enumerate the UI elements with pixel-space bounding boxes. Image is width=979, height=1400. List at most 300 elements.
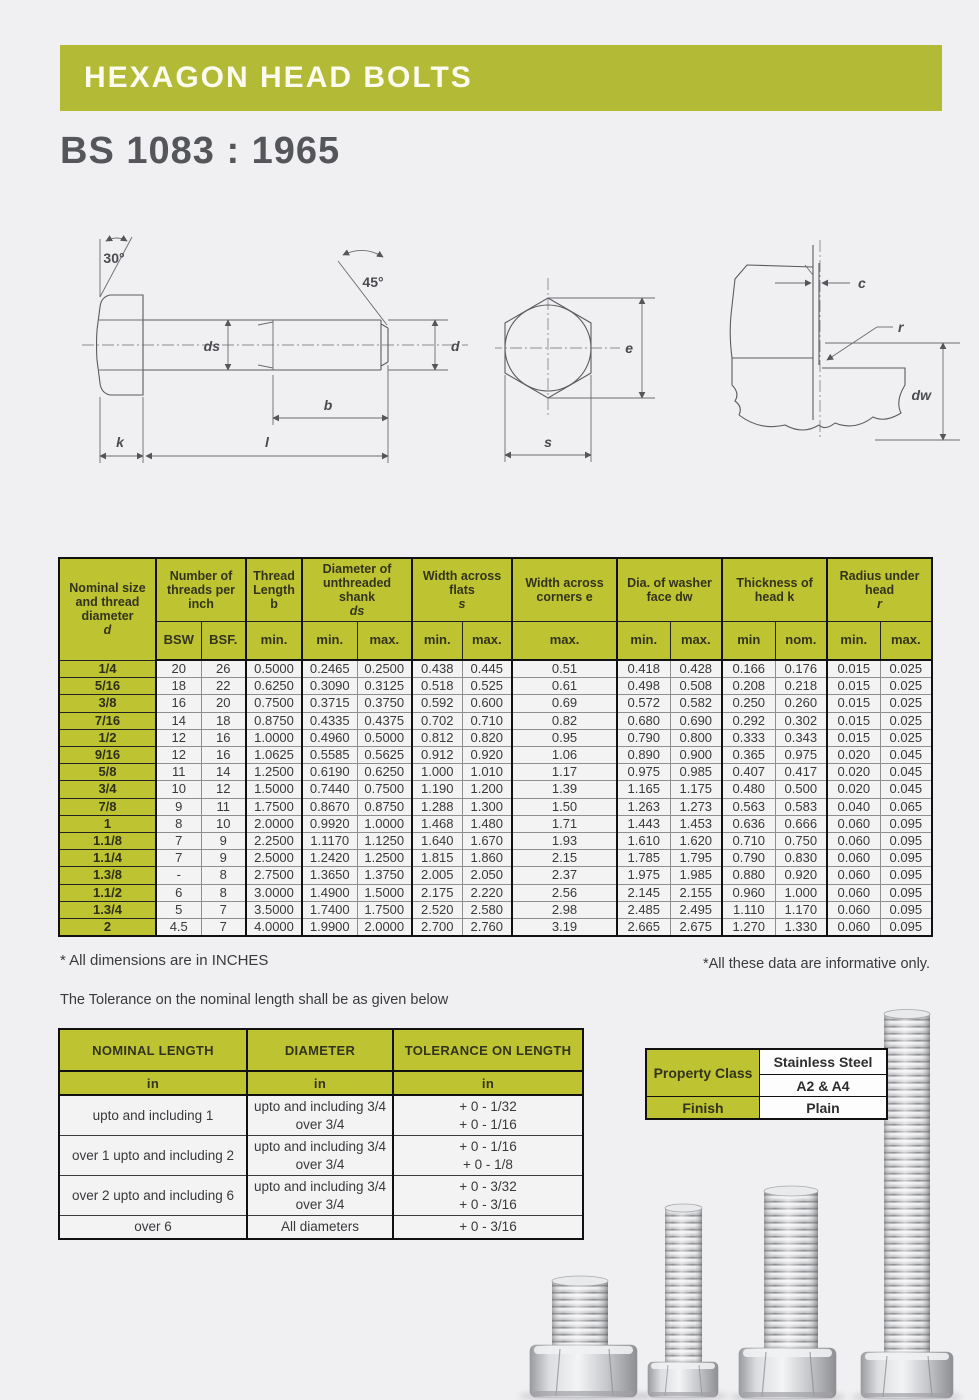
spec-value-cell: 0.025 — [880, 660, 932, 678]
tolerance-value-cell: + 0 - 3/16 — [393, 1216, 583, 1239]
spec-value-cell: 0.790 — [722, 850, 775, 867]
tolerance-row — [59, 1095, 583, 1136]
spec-value-cell: 8 — [201, 884, 246, 901]
spec-value-cell: 0.020 — [827, 781, 880, 798]
nominal-size-cell: 1.3/4 — [59, 901, 156, 918]
spec-value-cell: 2.675 — [670, 919, 722, 937]
spec-value-cell: 0.8750 — [246, 712, 302, 729]
spec-value-cell: 0.218 — [775, 678, 827, 695]
spec-value-cell: 8 — [156, 815, 201, 832]
spec-value-cell: 0.065 — [880, 798, 932, 815]
hex-head-drawing — [495, 270, 690, 475]
spec-value-cell: 12 — [201, 781, 246, 798]
spec-value-cell: 0.600 — [462, 695, 512, 712]
spec-value-cell: 0.095 — [880, 901, 932, 918]
spec-value-cell: 0.060 — [827, 867, 880, 884]
spec-value-cell: 2.005 — [412, 867, 462, 884]
tolerance-diameter-cell: upto and including 3/4 over 3/4 — [247, 1136, 393, 1176]
spec-row — [59, 747, 932, 764]
spec-row — [59, 660, 932, 678]
spec-value-cell: 0.69 — [512, 695, 617, 712]
tolerance-length-cell: upto and including 1 — [59, 1095, 247, 1136]
spec-row — [59, 764, 932, 781]
spec-value-cell: 0.6250 — [357, 764, 412, 781]
dim-label-30deg: 30° — [103, 250, 125, 266]
spec-value-cell: 0.260 — [775, 695, 827, 712]
tolerance-row — [59, 1176, 583, 1216]
spec-value-cell: 0.800 — [670, 729, 722, 746]
spec-value-cell: 1.1250 — [357, 833, 412, 850]
spec-value-cell: 0.7500 — [246, 695, 302, 712]
spec-value-cell: 2.56 — [512, 884, 617, 901]
spec-value-cell: 0.4960 — [302, 729, 357, 746]
spec-value-cell: 14 — [156, 712, 201, 729]
spec-value-cell: 2.700 — [412, 919, 462, 937]
tolerance-value-cell: + 0 - 1/16 + 0 - 1/8 — [393, 1136, 583, 1176]
tolerance-intro: The Tolerance on the nominal length shall be as given below — [60, 992, 449, 1008]
property-class-value: Stainless Steel — [760, 1049, 888, 1075]
spec-value-cell: 0.680 — [617, 712, 670, 729]
dim-label-d: d — [451, 338, 460, 354]
spec-value-cell: 0.3750 — [357, 695, 412, 712]
spec-value-cell: 0.292 — [722, 712, 775, 729]
page-title: HEXAGON HEAD BOLTS — [60, 45, 942, 111]
nominal-size-cell: 5/8 — [59, 764, 156, 781]
spec-value-cell: 1.175 — [670, 781, 722, 798]
spec-value-cell: 1.7500 — [246, 798, 302, 815]
spec-value-cell: 0.702 — [412, 712, 462, 729]
spec-value-cell: 0.710 — [462, 712, 512, 729]
spec-value-cell: 1.7400 — [302, 901, 357, 918]
spec-value-cell: 0.2500 — [357, 660, 412, 678]
spec-row — [59, 867, 932, 884]
spec-value-cell: 0.095 — [880, 884, 932, 901]
spec-value-cell: 0.095 — [880, 815, 932, 832]
spec-value-cell: 0.020 — [827, 747, 880, 764]
dim-label-k: k — [116, 434, 124, 450]
property-table — [645, 1048, 888, 1120]
spec-value-cell: 0.015 — [827, 729, 880, 746]
spec-value-cell: 0.060 — [827, 850, 880, 867]
col-sub-header: max. — [880, 622, 932, 661]
nominal-size-cell: 5/16 — [59, 678, 156, 695]
spec-value-cell: 0.8750 — [357, 798, 412, 815]
spec-value-cell: 3.0000 — [246, 884, 302, 901]
spec-value-cell: 0.710 — [722, 833, 775, 850]
spec-value-cell: 1.0000 — [357, 815, 412, 832]
dim-label-r: r — [898, 319, 904, 335]
spec-value-cell: 16 — [201, 747, 246, 764]
spec-value-cell: 2.155 — [670, 884, 722, 901]
dim-label-e: e — [625, 340, 633, 356]
tolerance-length-cell: over 6 — [59, 1216, 247, 1239]
dim-label-c: c — [858, 275, 866, 291]
spec-value-cell: 16 — [156, 695, 201, 712]
spec-value-cell: 0.985 — [670, 764, 722, 781]
spec-value-cell: 1.263 — [617, 798, 670, 815]
nominal-size-cell: 3/8 — [59, 695, 156, 712]
spec-value-cell: 2.580 — [462, 901, 512, 918]
spec-value-cell: 2.15 — [512, 850, 617, 867]
spec-value-cell: 0.636 — [722, 815, 775, 832]
spec-value-cell: 0.095 — [880, 833, 932, 850]
tolerance-row — [59, 1216, 583, 1239]
col-group-header: Dia. of washer face dw — [617, 558, 722, 622]
col-group-header: Number of threads per inch — [156, 558, 246, 622]
spec-value-cell: 2.0000 — [246, 815, 302, 832]
tolerance-col-header: DIAMETER — [247, 1029, 393, 1071]
tolerance-length-cell: over 1 upto and including 2 — [59, 1136, 247, 1176]
spec-value-cell: 0.025 — [880, 678, 932, 695]
spec-value-cell: 1.5000 — [357, 884, 412, 901]
spec-value-cell: 1.453 — [670, 815, 722, 832]
spec-value-cell: 0.830 — [775, 850, 827, 867]
spec-value-cell: 0.060 — [827, 919, 880, 937]
col-sub-header: max. — [670, 622, 722, 661]
spec-value-cell: 0.166 — [722, 660, 775, 678]
spec-value-cell: 0.015 — [827, 695, 880, 712]
spec-row — [59, 815, 932, 832]
col-group-header: Width across flats s — [412, 558, 512, 622]
spec-value-cell: 0.095 — [880, 867, 932, 884]
col-sub-header: BSW — [156, 622, 201, 661]
nominal-size-cell: 1.1/8 — [59, 833, 156, 850]
spec-value-cell: 1.50 — [512, 798, 617, 815]
spec-value-cell: 1.190 — [412, 781, 462, 798]
spec-value-cell: 1.2500 — [357, 850, 412, 867]
spec-value-cell: 1.5000 — [246, 781, 302, 798]
spec-value-cell: 0.025 — [880, 729, 932, 746]
spec-value-cell: 0.975 — [775, 747, 827, 764]
spec-value-cell: 0.333 — [722, 729, 775, 746]
spec-value-cell: 1.3650 — [302, 867, 357, 884]
col-sub-header: max. — [512, 622, 617, 661]
spec-value-cell: - — [156, 867, 201, 884]
tolerance-value-cell: + 0 - 1/32 + 0 - 1/16 — [393, 1095, 583, 1136]
spec-value-cell: 2.050 — [462, 867, 512, 884]
spec-value-cell: 2.760 — [462, 919, 512, 937]
spec-value-cell: 0.95 — [512, 729, 617, 746]
spec-value-cell: 6 — [156, 884, 201, 901]
spec-value-cell: 1.3750 — [357, 867, 412, 884]
spec-value-cell: 0.7500 — [357, 781, 412, 798]
spec-value-cell: 11 — [201, 798, 246, 815]
spec-value-cell: 0.666 — [775, 815, 827, 832]
col-sub-header: min — [722, 622, 775, 661]
spec-value-cell: 1.0625 — [246, 747, 302, 764]
col-sub-header: BSF. — [201, 622, 246, 661]
spec-value-cell: 9 — [201, 850, 246, 867]
tolerance-unit-header: in — [59, 1071, 247, 1095]
spec-row — [59, 833, 932, 850]
spec-value-cell: 7 — [201, 901, 246, 918]
col-sub-header: min. — [246, 622, 302, 661]
spec-value-cell: 1.71 — [512, 815, 617, 832]
spec-value-cell: 1.815 — [412, 850, 462, 867]
spec-value-cell: 1.300 — [462, 798, 512, 815]
spec-value-cell: 0.3715 — [302, 695, 357, 712]
spec-value-cell: 0.302 — [775, 712, 827, 729]
spec-value-cell: 0.7440 — [302, 781, 357, 798]
spec-value-cell: 0.095 — [880, 919, 932, 937]
spec-value-cell: 0.045 — [880, 747, 932, 764]
spec-value-cell: 0.975 — [617, 764, 670, 781]
spec-value-cell: 2.7500 — [246, 867, 302, 884]
col-group-header: Thread Length b — [246, 558, 302, 622]
spec-value-cell: 20 — [201, 695, 246, 712]
spec-value-cell: 1.610 — [617, 833, 670, 850]
nominal-size-cell: 3/4 — [59, 781, 156, 798]
col-sub-header: min. — [617, 622, 670, 661]
dim-label-45deg: 45° — [362, 274, 384, 290]
spec-value-cell: 1.860 — [462, 850, 512, 867]
spec-value-cell: 5 — [156, 901, 201, 918]
spec-value-cell: 7 — [156, 833, 201, 850]
spec-value-cell: 1.785 — [617, 850, 670, 867]
spec-value-cell: 0.61 — [512, 678, 617, 695]
nominal-size-cell: 2 — [59, 919, 156, 937]
spec-value-cell: 1.39 — [512, 781, 617, 798]
spec-value-cell: 1.795 — [670, 850, 722, 867]
spec-value-cell: 2.495 — [670, 901, 722, 918]
tolerance-row — [59, 1136, 583, 1176]
dim-label-ds: ds — [203, 338, 220, 354]
tolerance-unit-header: in — [247, 1071, 393, 1095]
spec-value-cell: 1.000 — [775, 884, 827, 901]
spec-value-cell: 0.417 — [775, 764, 827, 781]
spec-value-cell: 3.19 — [512, 919, 617, 937]
spec-value-cell: 4.5 — [156, 919, 201, 937]
spec-value-cell: 9 — [201, 833, 246, 850]
property-class-label: Property Class — [646, 1049, 760, 1097]
col-group-header: Nominal size and thread diameter d — [59, 558, 156, 660]
spec-value-cell: 0.582 — [670, 695, 722, 712]
nominal-size-cell: 1.1/2 — [59, 884, 156, 901]
spec-row — [59, 781, 932, 798]
spec-value-cell: 0.438 — [412, 660, 462, 678]
spec-value-cell: 0.060 — [827, 901, 880, 918]
spec-value-cell: 0.5000 — [246, 660, 302, 678]
standard-number: BS 1083 : 1965 — [60, 130, 341, 172]
spec-value-cell: 0.365 — [722, 747, 775, 764]
spec-value-cell: 0.690 — [670, 712, 722, 729]
spec-value-cell: 1.010 — [462, 764, 512, 781]
spec-value-cell: 1.06 — [512, 747, 617, 764]
spec-value-cell: 0.025 — [880, 712, 932, 729]
spec-value-cell: 1.273 — [670, 798, 722, 815]
col-sub-header: max. — [357, 622, 412, 661]
spec-value-cell: 0.2465 — [302, 660, 357, 678]
spec-value-cell: 1.270 — [722, 919, 775, 937]
spec-value-cell: 1.443 — [617, 815, 670, 832]
spec-value-cell: 0.407 — [722, 764, 775, 781]
col-group-header: Diameter of unthreaded shank ds — [302, 558, 412, 622]
tolerance-value-cell: + 0 - 3/32 + 0 - 3/16 — [393, 1176, 583, 1216]
spec-value-cell: 0.9920 — [302, 815, 357, 832]
bolt-photo-1 — [530, 1276, 637, 1397]
spec-value-cell: 2.665 — [617, 919, 670, 937]
spec-value-cell: 12 — [156, 747, 201, 764]
spec-value-cell: 1.2500 — [246, 764, 302, 781]
spec-value-cell: 10 — [156, 781, 201, 798]
spec-value-cell: 2.175 — [412, 884, 462, 901]
spec-value-cell: 2.520 — [412, 901, 462, 918]
spec-value-cell: 0.518 — [412, 678, 462, 695]
spec-value-cell: 0.790 — [617, 729, 670, 746]
tolerance-diameter-cell: upto and including 3/4 over 3/4 — [247, 1095, 393, 1136]
spec-value-cell: 7 — [156, 850, 201, 867]
spec-value-cell: 11 — [156, 764, 201, 781]
spec-value-cell: 0.6250 — [246, 678, 302, 695]
col-sub-header: min. — [827, 622, 880, 661]
spec-value-cell: 0.445 — [462, 660, 512, 678]
col-group-header: Width across corners e — [512, 558, 617, 622]
spec-value-cell: 0.015 — [827, 712, 880, 729]
spec-value-cell: 10 — [201, 815, 246, 832]
spec-row — [59, 901, 932, 918]
spec-value-cell: 0.900 — [670, 747, 722, 764]
spec-value-cell: 0.060 — [827, 884, 880, 901]
spec-value-cell: 0.3125 — [357, 678, 412, 695]
spec-value-cell: 0.060 — [827, 815, 880, 832]
nominal-size-cell: 7/16 — [59, 712, 156, 729]
spec-row — [59, 798, 932, 815]
spec-value-cell: 1.000 — [412, 764, 462, 781]
spec-value-cell: 1.1170 — [302, 833, 357, 850]
spec-value-cell: 0.890 — [617, 747, 670, 764]
spec-value-cell: 1.468 — [412, 815, 462, 832]
col-sub-header: max. — [462, 622, 512, 661]
dim-label-s: s — [544, 434, 552, 450]
spec-value-cell: 0.51 — [512, 660, 617, 678]
spec-value-cell: 2.220 — [462, 884, 512, 901]
spec-value-cell: 8 — [201, 867, 246, 884]
dim-label-dw: dw — [911, 387, 931, 403]
tolerance-diameter-cell: All diameters — [247, 1216, 393, 1239]
nominal-size-cell: 1/4 — [59, 660, 156, 678]
col-group-header: Thickness of head k — [722, 558, 827, 622]
spec-value-cell: 7 — [201, 919, 246, 937]
spec-value-cell: 0.020 — [827, 764, 880, 781]
nominal-size-cell: 1.1/4 — [59, 850, 156, 867]
finish-value: Plain — [760, 1097, 888, 1120]
tolerance-diameter-cell: upto and including 3/4 over 3/4 — [247, 1176, 393, 1216]
spec-value-cell: 1.640 — [412, 833, 462, 850]
spec-value-cell: 0.525 — [462, 678, 512, 695]
spec-value-cell: 0.208 — [722, 678, 775, 695]
spec-value-cell: 0.592 — [412, 695, 462, 712]
spec-value-cell: 14 — [201, 764, 246, 781]
spec-value-cell: 0.045 — [880, 764, 932, 781]
spec-value-cell: 1.170 — [775, 901, 827, 918]
spec-value-cell: 0.8670 — [302, 798, 357, 815]
spec-value-cell: 1.165 — [617, 781, 670, 798]
spec-value-cell: 1.985 — [670, 867, 722, 884]
spec-row — [59, 850, 932, 867]
spec-value-cell: 0.4375 — [357, 712, 412, 729]
spec-value-cell: 1.2420 — [302, 850, 357, 867]
spec-value-cell: 2.485 — [617, 901, 670, 918]
spec-value-cell: 2.2500 — [246, 833, 302, 850]
spec-value-cell: 0.750 — [775, 833, 827, 850]
dim-label-l: l — [265, 434, 269, 450]
tolerance-unit-header: in — [393, 1071, 583, 1095]
spec-row — [59, 712, 932, 729]
nominal-size-cell: 1.3/8 — [59, 867, 156, 884]
spec-value-cell: 18 — [201, 712, 246, 729]
spec-value-cell: 0.880 — [722, 867, 775, 884]
spec-value-cell: 1.670 — [462, 833, 512, 850]
col-group-header: Radius under head r — [827, 558, 932, 622]
spec-value-cell: 0.5625 — [357, 747, 412, 764]
note-dimensions: * All dimensions are in INCHES — [60, 952, 269, 969]
note-informative: *All these data are informative only. — [702, 956, 930, 972]
spec-value-cell: 0.812 — [412, 729, 462, 746]
spec-value-cell: 2.37 — [512, 867, 617, 884]
spec-value-cell: 4.0000 — [246, 919, 302, 937]
spec-value-cell: 0.025 — [880, 695, 932, 712]
spec-value-cell: 0.176 — [775, 660, 827, 678]
spec-value-cell: 0.6190 — [302, 764, 357, 781]
spec-value-cell: 1.330 — [775, 919, 827, 937]
spec-value-cell: 2.145 — [617, 884, 670, 901]
spec-value-cell: 1.288 — [412, 798, 462, 815]
spec-table — [58, 557, 933, 937]
spec-row — [59, 695, 932, 712]
spec-value-cell: 1.9900 — [302, 919, 357, 937]
spec-value-cell: 0.045 — [880, 781, 932, 798]
tolerance-col-header: NOMINAL LENGTH — [59, 1029, 247, 1071]
spec-value-cell: 0.820 — [462, 729, 512, 746]
spec-value-cell: 0.4335 — [302, 712, 357, 729]
spec-value-cell: 16 — [201, 729, 246, 746]
spec-value-cell: 1.17 — [512, 764, 617, 781]
spec-value-cell: 0.015 — [827, 678, 880, 695]
spec-row — [59, 729, 932, 746]
spec-value-cell: 0.343 — [775, 729, 827, 746]
spec-value-cell: 0.920 — [462, 747, 512, 764]
spec-value-cell: 2.0000 — [357, 919, 412, 937]
spec-value-cell: 0.5000 — [357, 729, 412, 746]
technical-drawings — [0, 225, 979, 483]
spec-value-cell: 0.428 — [670, 660, 722, 678]
col-sub-header: nom. — [775, 622, 827, 661]
spec-value-cell: 1.7500 — [357, 901, 412, 918]
spec-value-cell: 0.250 — [722, 695, 775, 712]
nominal-size-cell: 7/8 — [59, 798, 156, 815]
nominal-size-cell: 9/16 — [59, 747, 156, 764]
bolt-side-view-drawing — [70, 225, 475, 477]
spec-value-cell: 0.563 — [722, 798, 775, 815]
bolt-photo-2 — [648, 1204, 718, 1397]
spec-value-cell: 12 — [156, 729, 201, 746]
dim-label-b: b — [323, 397, 333, 413]
washer-face-drawing — [715, 235, 965, 475]
bolt-photo-3 — [739, 1186, 836, 1398]
nominal-size-cell: 1 — [59, 815, 156, 832]
spec-value-cell: 1.110 — [722, 901, 775, 918]
spec-value-cell: 9 — [156, 798, 201, 815]
spec-value-cell: 0.920 — [775, 867, 827, 884]
spec-value-cell: 0.498 — [617, 678, 670, 695]
spec-value-cell: 1.620 — [670, 833, 722, 850]
spec-value-cell: 22 — [201, 678, 246, 695]
spec-value-cell: 0.015 — [827, 660, 880, 678]
spec-value-cell: 1.480 — [462, 815, 512, 832]
spec-value-cell: 2.5000 — [246, 850, 302, 867]
spec-value-cell: 0.3090 — [302, 678, 357, 695]
spec-value-cell: 26 — [201, 660, 246, 678]
